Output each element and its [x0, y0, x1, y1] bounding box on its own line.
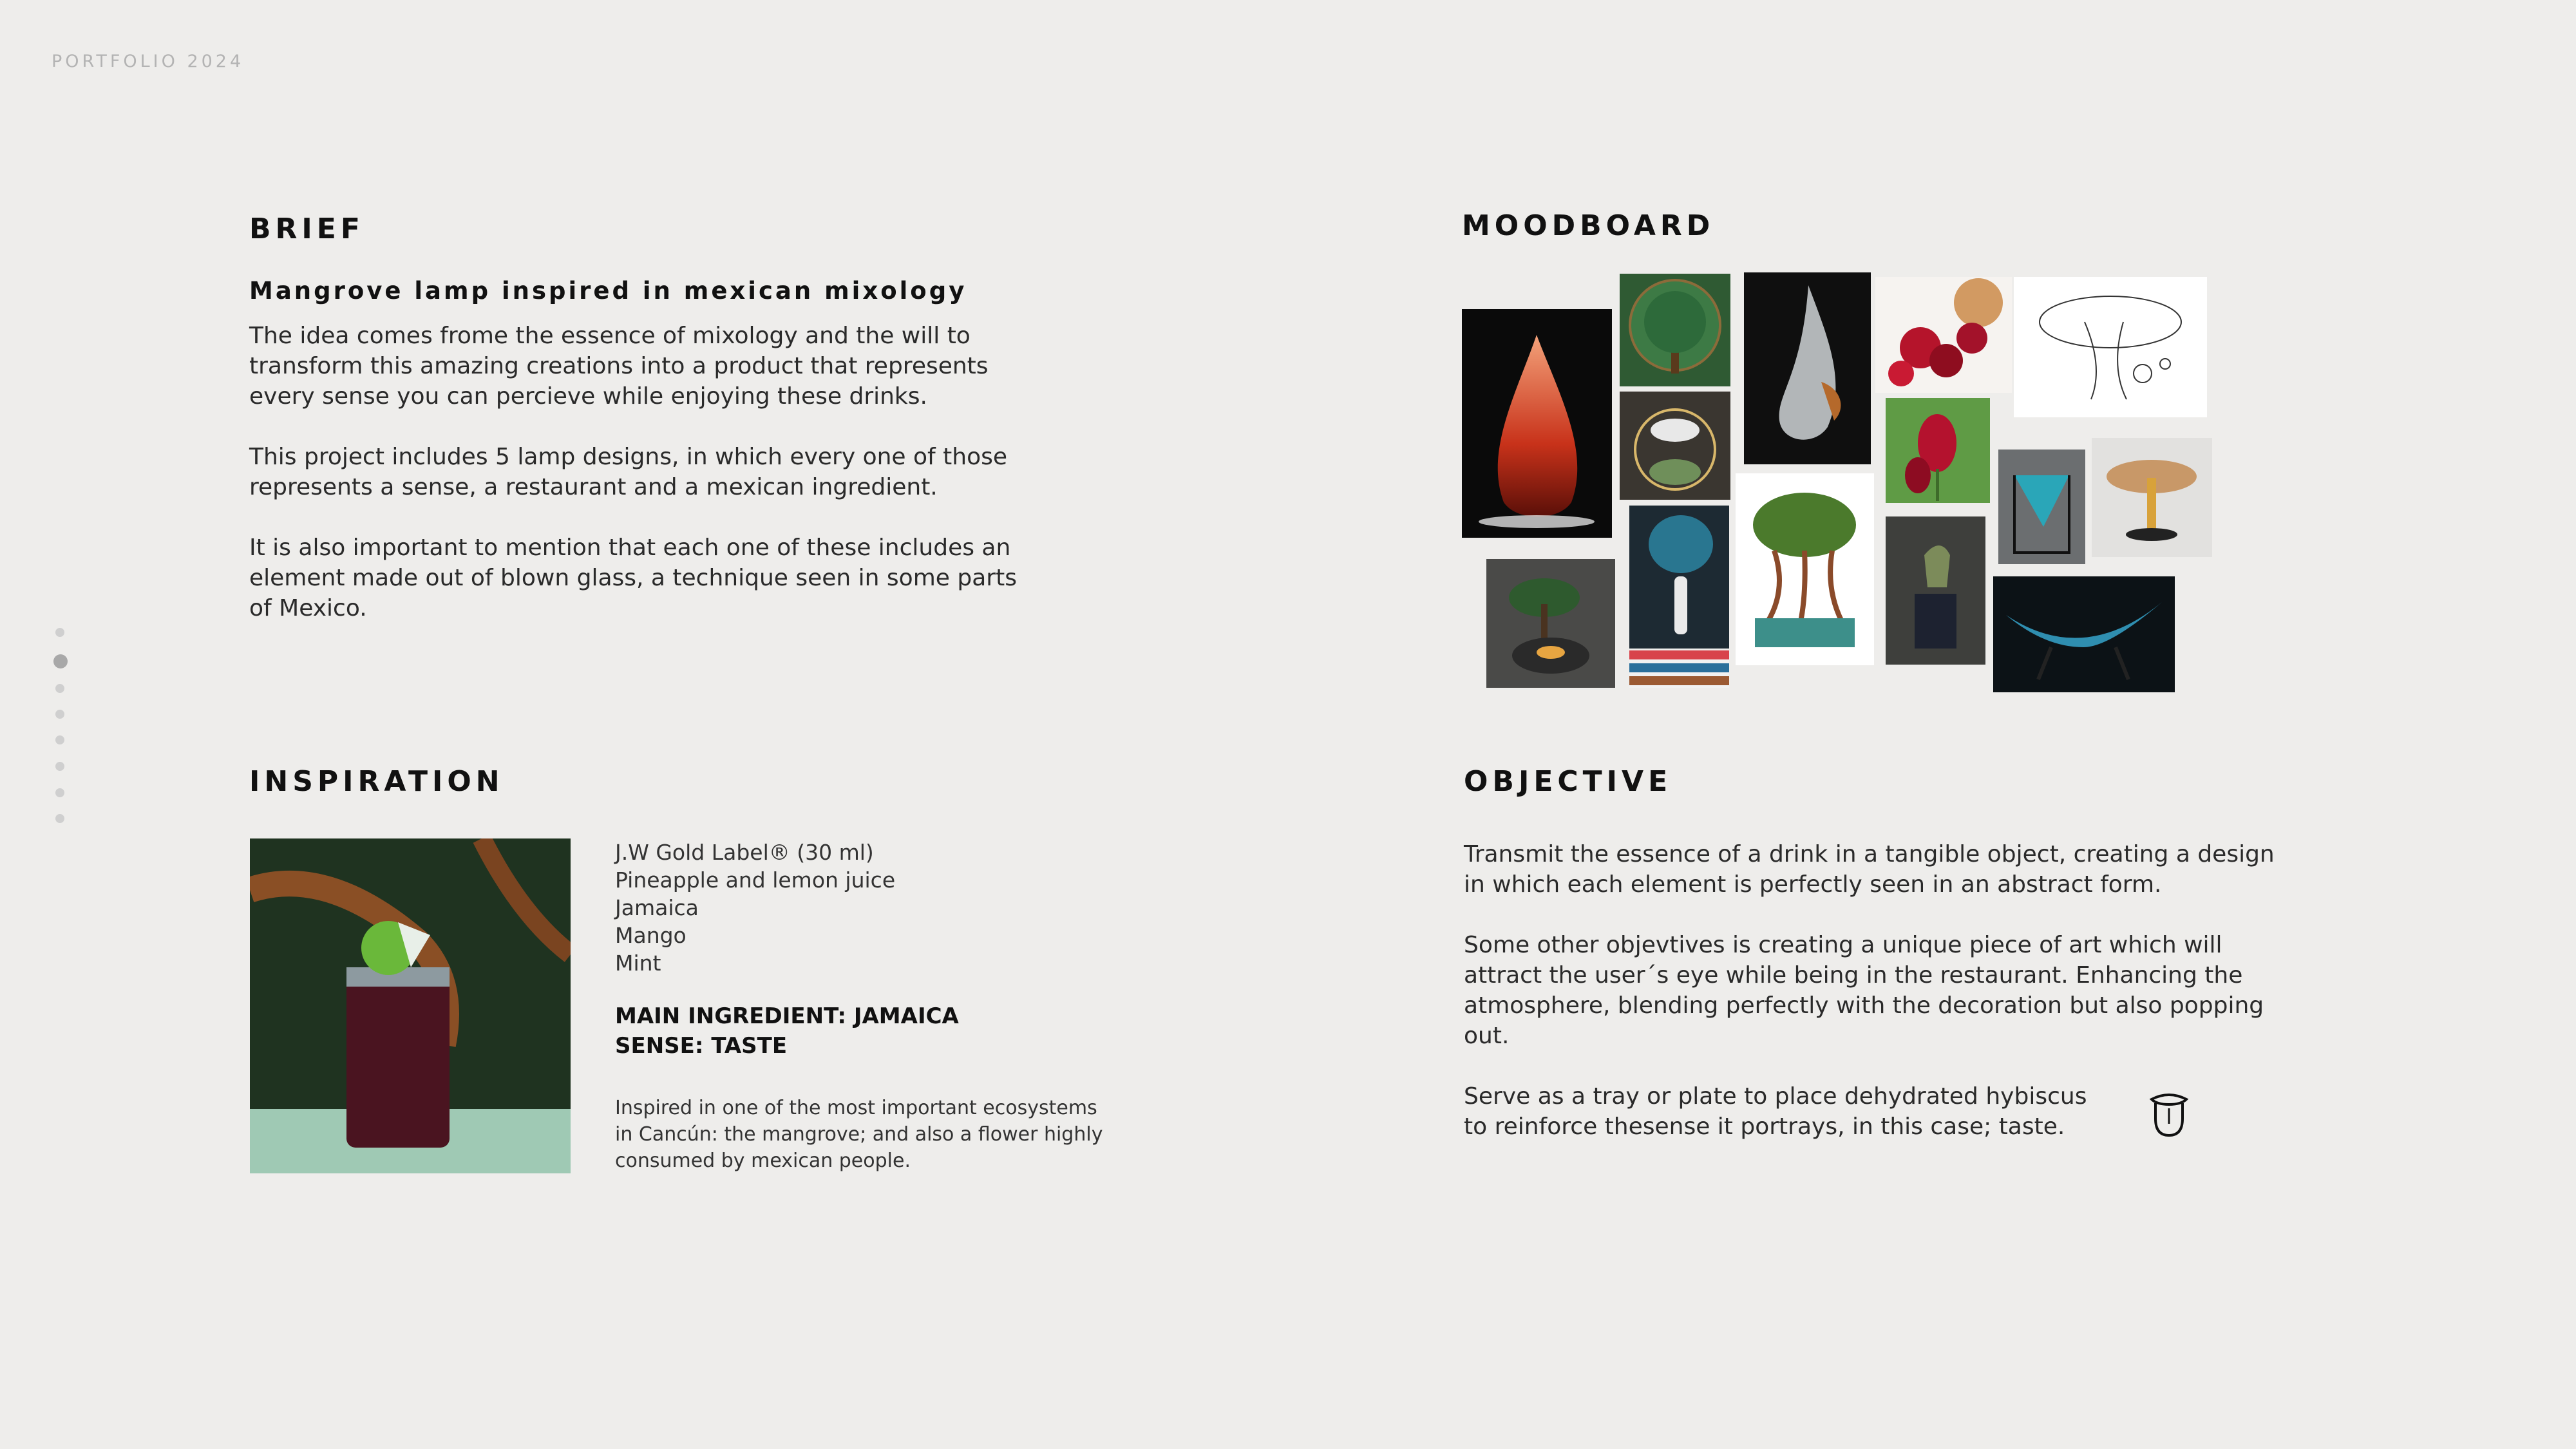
- moodboard-tree-image: [1620, 274, 1730, 386]
- page-dot[interactable]: [55, 788, 64, 797]
- moodboard-dark-vase-image: [1886, 516, 1985, 665]
- objective-paragraph: Some other objevtives is creating a unique piece of art which will attract the user´s eye while being in the restaurant. Enhancing the atmosphere, blending perfectly with the decoration but also popping out.: [1464, 932, 2264, 1049]
- ingredient-item: Mint: [615, 951, 661, 976]
- brief-body: [249, 321, 1022, 654]
- page-dot-active[interactable]: [53, 654, 68, 668]
- page-dot[interactable]: [55, 684, 64, 693]
- moodboard-blue-glass-image: [1998, 450, 2085, 564]
- page-dot[interactable]: [55, 735, 64, 744]
- brief-subtitle: Mangrove lamp inspired in mexican mixology: [249, 277, 967, 305]
- moodboard-sketch-image: [2014, 277, 2207, 417]
- objective-paragraph: Transmit the essence of a drink in a tangible object, creating a design in which each element is perfectly seen in an abstract form.: [1464, 841, 2275, 898]
- ingredient-item: Jamaica: [615, 895, 699, 920]
- page-dot[interactable]: [55, 762, 64, 771]
- inspiration-title: INSPIRATION: [249, 765, 504, 798]
- main-ingredient-block: [615, 1001, 959, 1061]
- moodboard-mangrove-image: [1736, 473, 1874, 665]
- ingredient-item: J.W Gold Label® (30 ml): [615, 840, 874, 865]
- main-ingredient: MAIN INGREDIENT: JAMAICA: [615, 1003, 959, 1029]
- tongue-icon: [2148, 1092, 2190, 1138]
- moodboard-terrarium-image: [1620, 392, 1730, 500]
- moodboard-bonsai-fountain-image: [1486, 559, 1615, 688]
- objective-title: OBJECTIVE: [1464, 765, 1672, 798]
- ingredient-list: [615, 838, 895, 977]
- inspiration-description: Inspired in one of the most important ecosystems in Cancún: the mangrove; and also a flower highly consumed by mexican people.: [615, 1097, 1103, 1172]
- sense-label: SENSE: TASTE: [615, 1033, 788, 1059]
- moodboard-title: MOODBOARD: [1462, 209, 1715, 242]
- ingredient-item: Mango: [615, 923, 687, 948]
- moodboard-jamaica-flowers-image: [1875, 277, 2012, 393]
- page-dot[interactable]: [55, 628, 64, 637]
- page-dot[interactable]: [55, 814, 64, 823]
- moodboard-glass-sculpture-image: [1744, 272, 1871, 464]
- objective-paragraph: Serve as a tray or plate to place dehydrated hybiscus to reinforce thesense it portrays, in this case; taste.: [1464, 1083, 2087, 1140]
- ingredient-item: Pineapple and lemon juice: [615, 867, 896, 893]
- brief-paragraph: It is also important to mention that each one of these includes an element made out of blown glass, a technique seen in some parts of Mexico.: [249, 535, 1017, 621]
- moodboard-red-glass-image: [1462, 309, 1612, 538]
- page-dot[interactable]: [55, 710, 64, 719]
- brief-paragraph: The idea comes frome the essence of mixology and the will to transform this amazing creations into a product that represents every sense you can percieve while enjoying these drinks.: [249, 323, 989, 410]
- moodboard-mushroom-lamp-image: [2092, 438, 2212, 557]
- portfolio-label: PORTFOLIO 2024: [52, 52, 245, 71]
- moodboard-hibiscus-image: [1886, 398, 1990, 503]
- cocktail-photo: [250, 838, 571, 1173]
- moodboard-glass-boat-image: [1993, 576, 2175, 692]
- moodboard-blue-light-image: [1629, 506, 1729, 649]
- moodboard-color-stripes: [1629, 650, 1729, 688]
- brief-title: BRIEF: [249, 213, 365, 245]
- brief-paragraph: This project includes 5 lamp designs, in which every one of those represents a sense, a restaurant and a mexican ingredient.: [249, 444, 1008, 500]
